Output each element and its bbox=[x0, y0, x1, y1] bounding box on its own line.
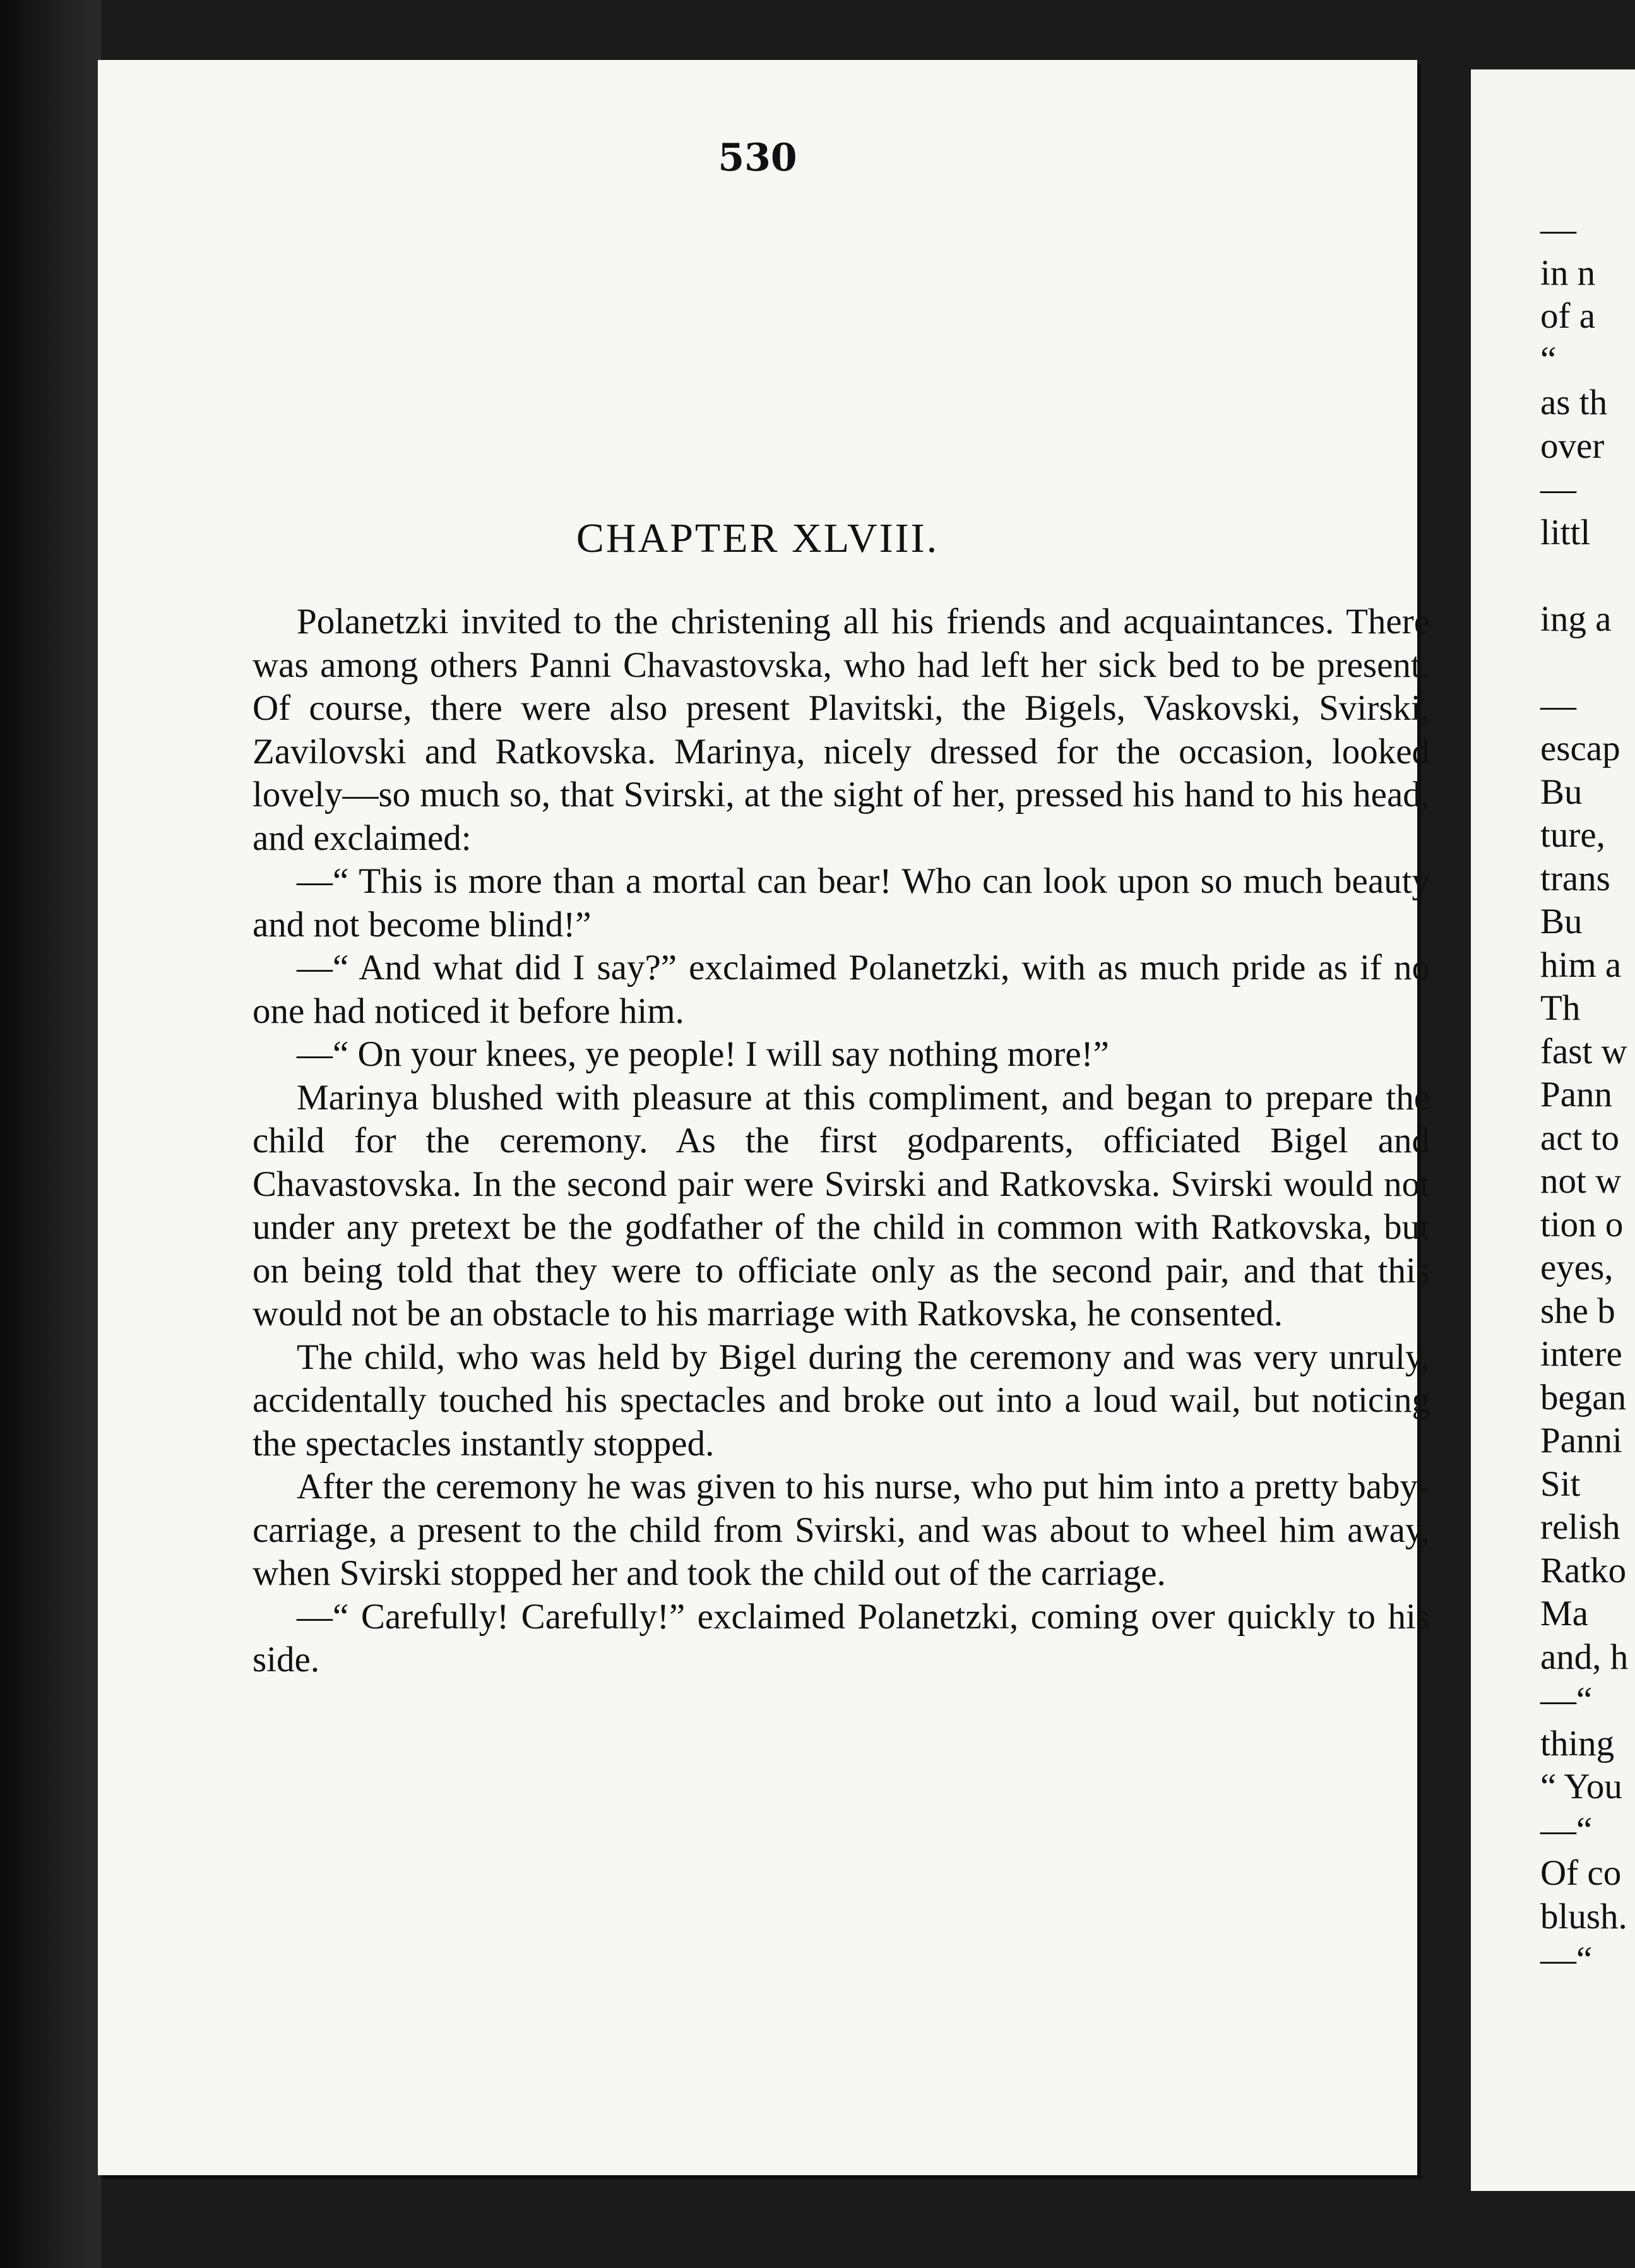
right-page-line: as th bbox=[1540, 383, 1608, 422]
right-page-line: of a bbox=[1540, 296, 1596, 336]
paragraph: —“ Carefully! Carefully!” exclaimed Polanetzki, coming over quickly to his side. bbox=[253, 1596, 1430, 1680]
right-page-line: relish bbox=[1540, 1507, 1620, 1547]
right-page-line: intere bbox=[1540, 1334, 1622, 1374]
paragraph: The child, who was held by Bigel during the ceremony and was very unruly, accidentally touched his spectacles and broke out into a loud wail, but noticing the spectacles instantly stopped. bbox=[253, 1337, 1430, 1464]
right-page-line: Ratko bbox=[1540, 1550, 1627, 1591]
right-page-line: began bbox=[1540, 1377, 1627, 1418]
right-page-edge bbox=[1471, 69, 1635, 2191]
right-page-line: in n bbox=[1540, 253, 1596, 293]
right-page-line: him a bbox=[1540, 945, 1622, 985]
right-page-line: Panni bbox=[1540, 1421, 1622, 1460]
page-number: 530 bbox=[718, 136, 797, 180]
right-page-line: blush. bbox=[1540, 1896, 1627, 1937]
left-page bbox=[98, 60, 1430, 2175]
right-page-line: not w bbox=[1540, 1161, 1622, 1201]
right-page-line: ing a bbox=[1540, 599, 1612, 639]
right-page-line bbox=[1540, 554, 1628, 598]
right-page-line: — bbox=[1540, 685, 1576, 725]
chapter-body bbox=[253, 600, 1430, 1682]
paragraph: After the ceremony he was given to his nurse, who put him into a pretty baby-carriage, a present to the child from Svirski, and was about to wheel him away, when Svirski stopped her and took the child out of the carriage. bbox=[253, 1467, 1430, 1593]
right-page-line: tion o bbox=[1540, 1204, 1624, 1244]
paragraph: Polanetzki invited to the christening all his friends and acquaintances. There was among others Panni Chavastovska, who had left her sick bed to be present. Of course, there were also present Plavitski, the Bigels, Vaskovski, Svirski, Zavilovski and Ratkovska. Marinya, nicely dressed for the occasion, looked lovely—so much so, that Svirski, at the sight of her, pressed his hand to his head, and exclaimed: bbox=[253, 602, 1430, 858]
right-page-fragments bbox=[1540, 208, 1628, 1982]
right-page-line: Pann bbox=[1540, 1075, 1612, 1114]
right-page-line: —“ bbox=[1540, 1810, 1593, 1850]
right-page-line: ture, bbox=[1540, 815, 1605, 855]
right-page-line: Of co bbox=[1540, 1853, 1622, 1893]
right-page-line: — bbox=[1540, 210, 1576, 249]
right-page-line: —“ bbox=[1540, 1680, 1593, 1720]
right-page-line bbox=[1540, 641, 1628, 684]
right-page-line: thing bbox=[1540, 1723, 1615, 1764]
paragraph: —“ On your knees, ye people! I will say nothing more!” bbox=[297, 1034, 1109, 1074]
right-page-line: escap bbox=[1540, 729, 1620, 768]
paragraph: —“ This is more than a mortal can bear! Who can look upon so much beauty and not become blind!” bbox=[253, 861, 1430, 945]
chapter-title: CHAPTER XLVIII. bbox=[576, 515, 939, 561]
paragraph: —“ And what did I say?” exclaimed Polanetzki, with as much pride as if no one had noticed it before him. bbox=[253, 948, 1430, 1031]
paragraph: Marinya blushed with pleasure at this compliment, and began to prepare the child for the ceremony. As the first godparents, officiated Bigel and Chavastovska. In the second pair were Svirski and Ratkovska. Svirski would not under any pretext be the godfather of the child in common with Ratkovska, but on being told that they were to officiate only as the second pair, and that this would not be an obstacle to his marriage with Ratkovska, he consented. bbox=[253, 1077, 1430, 1334]
right-page-line: trans bbox=[1540, 858, 1610, 898]
right-page-line: —“ bbox=[1540, 1940, 1593, 1979]
right-page-line: Ma bbox=[1540, 1594, 1588, 1633]
right-page-line: eyes, bbox=[1540, 1248, 1614, 1287]
right-page-line: she b bbox=[1540, 1291, 1615, 1331]
right-page-line: Bu bbox=[1540, 772, 1583, 812]
right-page-line: Sit bbox=[1540, 1464, 1581, 1504]
right-page-line: “ bbox=[1540, 339, 1557, 379]
right-page-line: — bbox=[1540, 469, 1576, 509]
right-page-line: “ You bbox=[1540, 1767, 1622, 1806]
right-page-line: over bbox=[1540, 426, 1605, 466]
right-page-line: Bu bbox=[1540, 902, 1583, 941]
right-page-line: act to bbox=[1540, 1118, 1620, 1158]
right-page-line: fast w bbox=[1540, 1031, 1627, 1071]
book-spine bbox=[0, 0, 101, 2268]
right-page-line: and, h bbox=[1540, 1637, 1629, 1677]
right-page-line: littl bbox=[1540, 512, 1591, 552]
right-page-line: Th bbox=[1540, 988, 1581, 1028]
